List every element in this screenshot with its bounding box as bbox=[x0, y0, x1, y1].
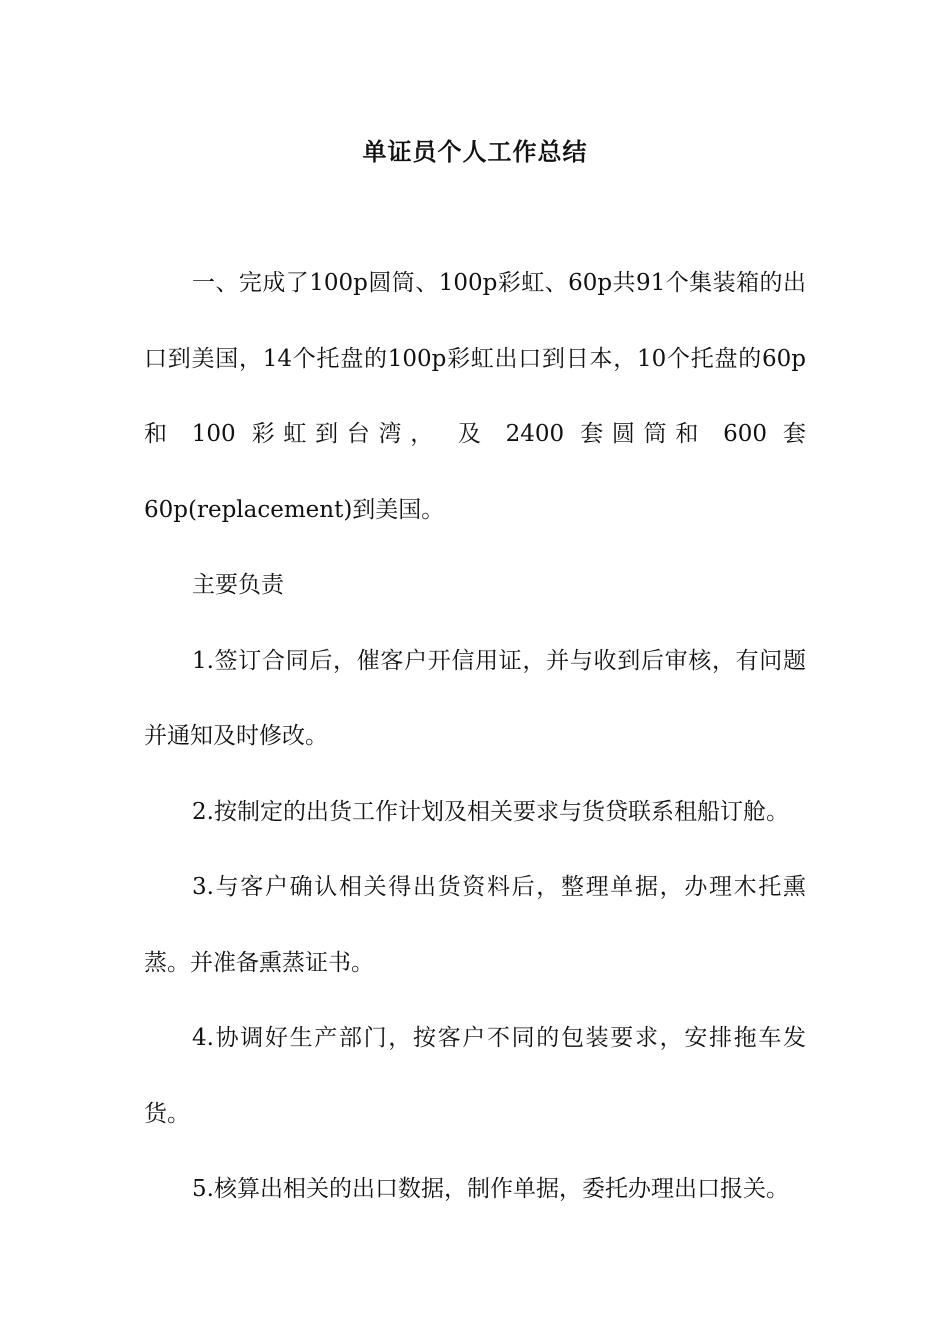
paragraph-item-3: 3.与客户确认相关得出货资料后，整理单据，办理木托熏蒸。并准备熏蒸证书。 bbox=[144, 874, 806, 976]
paragraph-item-1: 1.签订合同后，催客户开信用证，并与收到后审核，有问题并通知及时修改。 bbox=[144, 647, 806, 749]
paragraph-item-2: 2.按制定的出货工作计划及相关要求与货贷联系租船订舱。 bbox=[192, 798, 789, 825]
document-title: 单证员个人工作总结 bbox=[362, 137, 588, 166]
paragraph-item-5: 5.核算出相关的出口数据，制作单据，委托办理出口报关。 bbox=[192, 1176, 789, 1202]
paragraph-item-4: 4.协调好生产部门，按客户不同的包装要求，安排拖车发货。 bbox=[144, 1025, 806, 1127]
paragraph-heading-responsibilities: 主要负责 bbox=[192, 572, 284, 598]
document-body bbox=[144, 246, 806, 1228]
paragraph-summary: 一、完成了100p圆筒、100p彩虹、60p共91个集装箱的出口到美国，14个托盘的100p彩虹出口到日本，10个托盘的60p 和 100 彩虹到台湾， 及 2400 套圆筒和 600 套60p(replacement)到美国。 bbox=[144, 270, 806, 523]
